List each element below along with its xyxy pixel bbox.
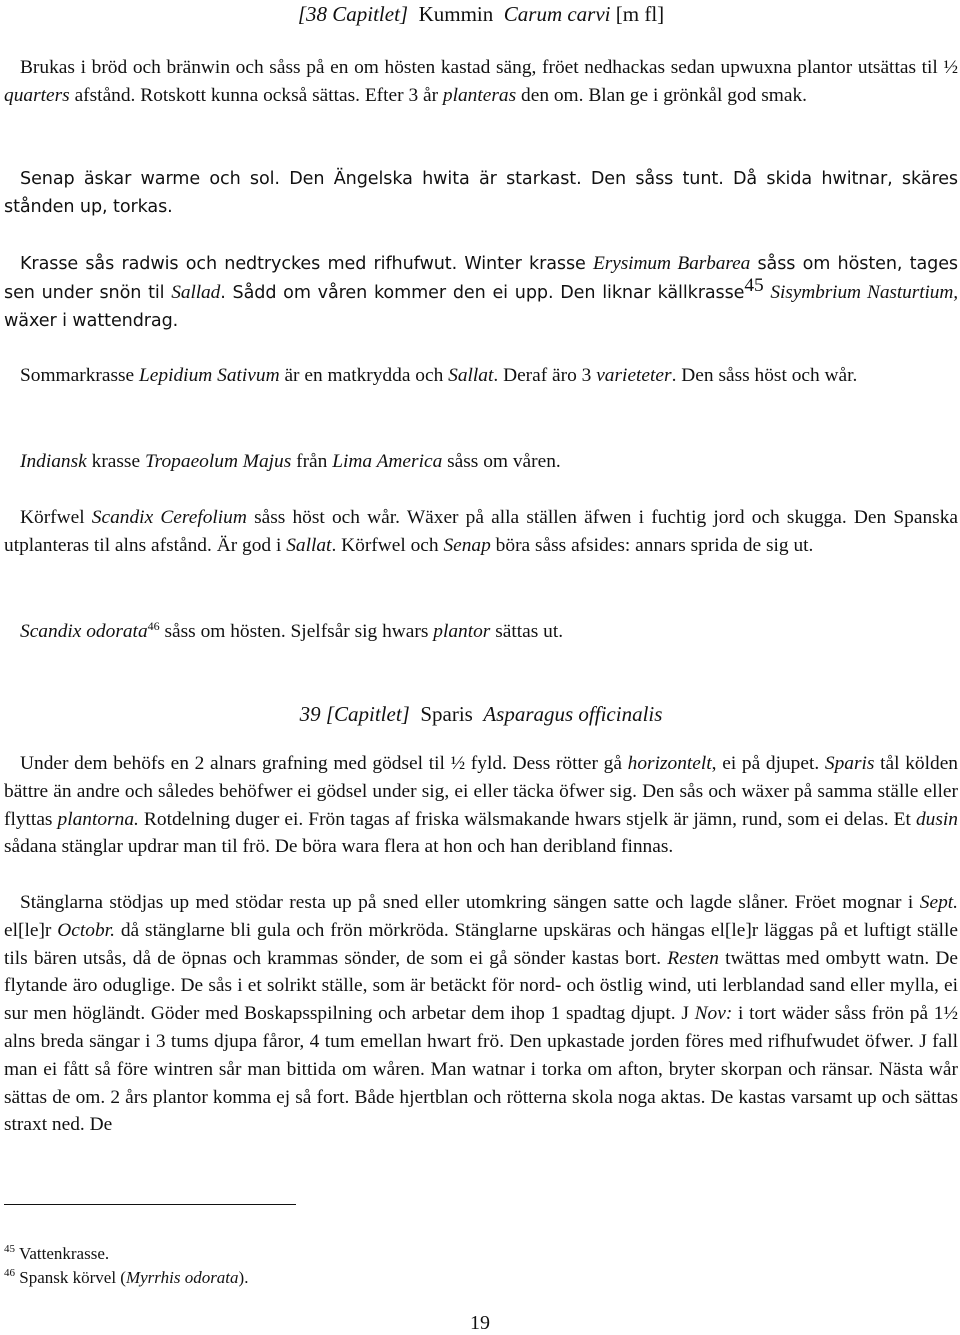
chapter-38-heading [4,0,958,28]
paragraph-scandix-odorata: Scandix odorata$^{46}$ såss om hösten. Sjelfsår sig hwars plantor sättas ut. [20,619,564,642]
footnote-46: $^{46}$ Spansk körvel (Myrrhis odorata). [4,1267,249,1287]
page-number: 19 [470,1312,490,1334]
chapter-title: Sparis [420,702,473,726]
footnotes [4,1242,248,1290]
chapter-39-heading [4,700,958,728]
paragraph-sparis-stanglar: Stänglarna stödjas up med stödar resta up på sned eller utomkring sängen satte och lagde slåner. Fröet mognar i Sept. el[le]r Octobr. då stänglarne bli gula och frön mörkröda. Stänglarne upskäras och hängas el[le]r läggas på et luftigt ställe tils bären utsås, då de öpnas och krammas sönder, de som ei gå sönder kastas bort. Resten twättas med ombytt watn. De flytande äro oduglige. De sås i et solrikt ställe, som är betäckt för nord- och östlig wind, uti lerblandad sand eller mylla, ei sur men högländt. Göder med Boskapsspilning och arbetar dem ihop 1 spadtag djupt. J Nov: i tort wäder såss frön på 1½ alns breda sängar i 3 tums djupa fåror, 4 tum emellan hwart frö. Den upkastade jorden föres med rifhufwudet öfwer. J fall man ei fått så före wintren sår man bittida om wåren. Man watnar i torka om afton, bryter skorpan och ränsar. Nästa wår sättas de om. 2 års plantor komma ej så fort. Både hjertblan och rötterna skola noga aktas. De kastas varsamt up och sättas straxt ned. De [4,892,959,1136]
chapter-title: Kummin [418,2,494,26]
chapter-number: 39 [Capitlet] [299,702,410,726]
paragraph-krasse: Krasse sås radwis och nedtryckes med rifhufwut. Winter krasse Erysimum Barbarea såss om hösten, tages sen under snön til Sallad. Sådd om våren kommer den ei upp. Den liknar källkrasse$^{45}$ Sisymbrium Nasturtium, wäxer i wattendrag. [4,253,959,331]
chapter-note: [m fl] [615,2,665,26]
footnote-ref-46: 46 [147,619,160,633]
chapter-number: [38 Capitlet] [297,2,409,26]
chapter-latin-name: Carum carvi [503,2,611,26]
paragraph-sommarkrasse: Sommarkrasse Lepidium Sativum är en matkrydda och Sallat. Deraf äro 3 varieteter. Den såss höst och wår. [20,365,858,386]
footnote-divider [4,1204,296,1205]
footnote-45: $^{45}$ Vattenkrasse. [4,1243,110,1263]
footnote-ref-45: 45 [744,274,764,296]
paragraph-kummin: Brukas i bröd och bränwin och såss på en om hösten kastad säng, fröet nedhackas sedan upwuxna plantor utsättas til ½ quarters afstånd. Rotskott kunna också sättas. Efter 3 år planteras den om. Blan ge i grönkål god smak. [4,57,958,106]
paragraph-sparis-grafning: Under dem behöfs en 2 alnars grafning med gödsel til ½ fyld. Dess rötter gå horizontelt, ei på djupet. Sparis tål kölden bättre än andre och således behöfwer ei gödsel under sig, ei eller täcka öfwer sig. Den sås och wäxer på samma ställe eller flyttas plantorna. Rotdelning duger ei. Frön tagas af friska wälsmakande hwars stjelk är jämn, rund, som ei delas. Et dusin sådana stänglar updrar man til frö. De böra wara flera at hon och han deribland finnas. [4,753,959,858]
chapter-latin-name: Asparagus officinalis [483,702,663,726]
paragraph-indiansk-krasse: Indiansk krasse Tropaeolum Majus från Lima America såss om våren. [20,451,561,472]
paragraph-korfwel: Körfwel Scandix Cerefolium såss höst och wår. Wäxer på alla ställen äfwen i fuchtig jord och skugga. Den Spanska utplanteras til alns afstånd. Är god i Sallat. Körfwel och Senap böra såss afsides: annars sprida de sig ut. [4,507,958,556]
paragraph-senap: Senap äskar warme och sol. Den Ängelska hwita är starkast. Den såss tunt. Då skida hwitnar, skäres stånden up, torkas. [4,169,958,217]
